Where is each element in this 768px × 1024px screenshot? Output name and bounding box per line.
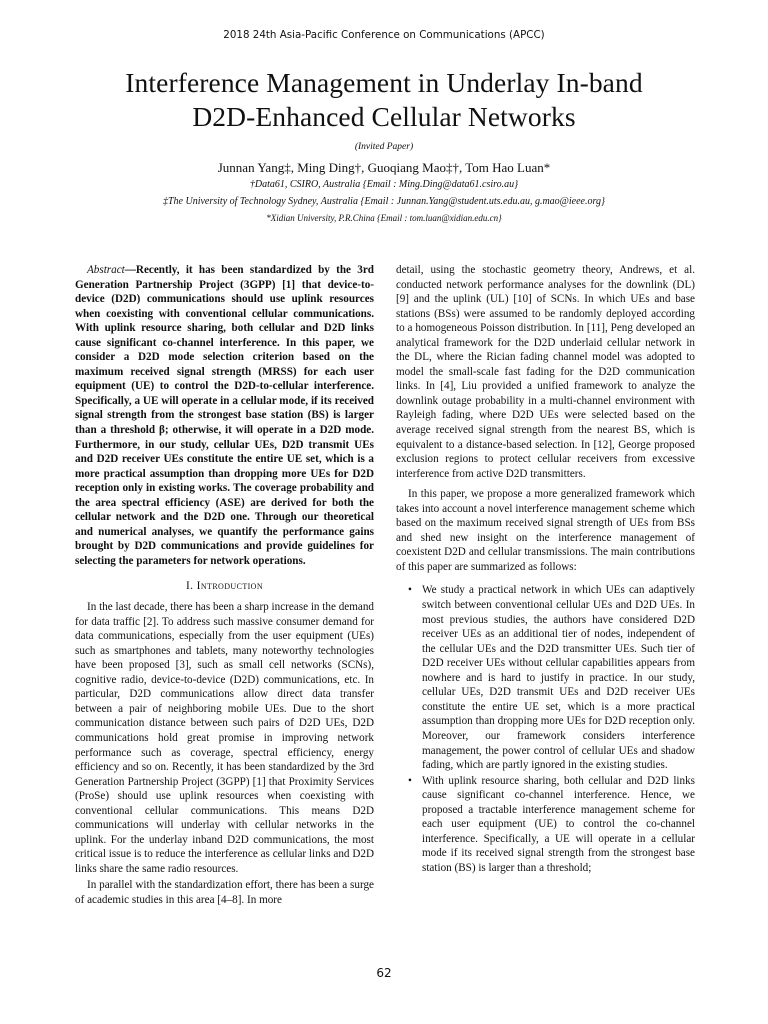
- affiliation-xidian: *Xidian University, P.R.China {Email : tom.luan@xidian.edu.cn}: [266, 213, 502, 223]
- left-column: [75, 263, 374, 908]
- contribution-text-1: We study a practical network in which UEs can adaptively switch between conventional cellular UEs and D2D UEs. In most previous studies, the authors have considered D2D receiver UEs as an additional tier of nodes, independent of the cellular UEs and the D2D transmitter UEs. Such tier of D2D receiver UEs without cellular capabilities appears from nowhere and is hard to justify in practice. In our study, cellular UEs, D2D transmit UEs and D2D receiver UEs constitute the entire UE set, which is a more practical assumption than dropping more UEs for D2D reception only. Moreover, our framework considers interference management, the power control of cellular UEs and shadow fading, which are partly ignored in the existing studies.: [422, 584, 695, 772]
- title-block: [0, 66, 768, 227]
- intro-paragraph-2: In parallel with the standardization effort, there has been a surge of academic studies in this area [4–8]. In more: [75, 879, 374, 906]
- list-item: [396, 583, 695, 772]
- invited-paper-note: (Invited Paper): [354, 142, 414, 152]
- intro-paragraph-3: In this paper, we propose a more generalized framework which takes into account a novel interference management scheme which based on the maximum received signal strength of UEs from BSs and shed new insight on the interference management of coexistent D2D and cellular transmissions. The main contributions of this paper are summarized as follows:: [396, 488, 695, 573]
- contribution-text-2: With uplink resource sharing, both cellular and D2D links cause significant co-channel interference. Hence, we proposed a tractable interference management scheme for each user equipment (UE) to control the co-channel interference. Specifically, a UE will operate in a cellular mode if its received signal strength from the strongest base station (BS) is larger than a threshold;: [422, 774, 695, 874]
- page-number: 62: [376, 966, 392, 980]
- section-title: Introduction: [196, 580, 264, 593]
- abstract-text: —Recently, it has been standardized by the 3rd Generation Partnership Project (3GPP) [1] that device-to-device (D2D) communications should use uplink resources when coexisting with conventional cellular communications. With uplink resource sharing, both cellular and D2D links cause significant co-channel interference. In this paper, we consider a D2D mode selection criterion based on the maximum received signal strength (MRSS) for each user equipment (UE) to control the D2D-to-cellular interference. Specifically, a UE will operate in a cellular mode, if its received signal strength from the strongest base station (BS) is larger than a threshold β; otherwise, it will operate in a D2D mode. Furthermore, in our study, cellular UEs, D2D transmit UEs and D2D receiver UEs constitute the entire UE set, which is a more practical assumption than dropping more UEs for D2D reception only in existing works. The coverage probability and the area spectral efficiency (ASE) are derived for both the cellular network and the D2D one. Through our theoretical and numerical analyses, we quantify the performance gains brought by D2D communications and provide guidelines for selecting the parameters for network operations.: [75, 264, 374, 567]
- intro-paragraph-1: In the last decade, there has been a sharp increase in the demand for data traffic [2]. To address such massive consumer demand for data communications, especially from the user equipment (UEs) such as smartphones and tablets, many noteworthy technologies have been proposed [3], such as small cell networks (SCNs), cognitive radio, device-to-device (D2D) communications, etc. In particular, D2D communications allow direct data transfer between a pair of neighboring mobile UEs. Due to the short communication distance between such pairs of D2D UEs, D2D communications hold great promise in improving network performance such as coverage, spectral efficiency, energy efficiency and so on. Recently, it has been standardized by the 3rd Generation Partnership Project (3GPP) [1] that Proximity Services (ProSe) should use uplink resources when coexisting with conventional cellular communications. This means D2D communications will underlay with cellular networks in the uplink. For the underlay inband D2D communications, the most critical issue is to reduce the interference as cellular links and D2D links share the same radio resources.: [75, 601, 374, 875]
- section-number: I.: [185, 580, 194, 593]
- abstract: [75, 263, 374, 568]
- conference-header: 2018 24th Asia-Pacific Conference on Communications (APCC): [223, 29, 545, 41]
- abstract-label: Abstract: [87, 264, 125, 276]
- section-heading-introduction: [75, 579, 374, 594]
- right-column: [396, 263, 695, 875]
- intro-paragraph-2-continued: detail, using the stochastic geometry theory, Andrews, et al. conducted network performance analyses for the downlink (DL) [9] and the uplink (UL) [10] of SCNs. In which UEs and base stations (BSs) were assumed to be randomly deployed according to a homogeneous Poisson distribution. In [11], Peng developed an analytical framework for the D2D underlaid cellular network in the DL, where the Rician fading channel model was adopted to model the small-scale fast fading for the D2D communication links. In [4], Liu provided a unified framework to analyze the downlink outage probability in a multi-channel environment with Rayleigh fading, where D2D UEs were selected based on the average received signal strength from the nearest BS, which is equivalent to a distance-based selection. In [12], George proposed exclusion regions to protect cellular receivers from excessive interference from active D2D transmitters.: [396, 264, 695, 480]
- contributions-list: [396, 583, 695, 875]
- bullet-icon: •: [408, 774, 412, 787]
- affiliation-uts: ‡The University of Technology Sydney, Australia {Email : Junnan.Yang@student.uts.edu.au, g.mao@ieee.org}: [162, 196, 605, 207]
- bullet-icon: •: [408, 584, 412, 597]
- paper-title-line-2: D2D-Enhanced Cellular Networks: [192, 101, 576, 132]
- paper-title-line-1: Interference Management in Underlay In-band: [125, 67, 643, 98]
- affiliation-data61: †Data61, CSIRO, Australia {Email : Ming.Ding@data61.csiro.au}: [249, 179, 519, 190]
- list-item: [396, 774, 695, 876]
- author-list: Junnan Yang‡, Ming Ding†, Guoqiang Mao‡†, Tom Hao Luan*: [217, 160, 551, 175]
